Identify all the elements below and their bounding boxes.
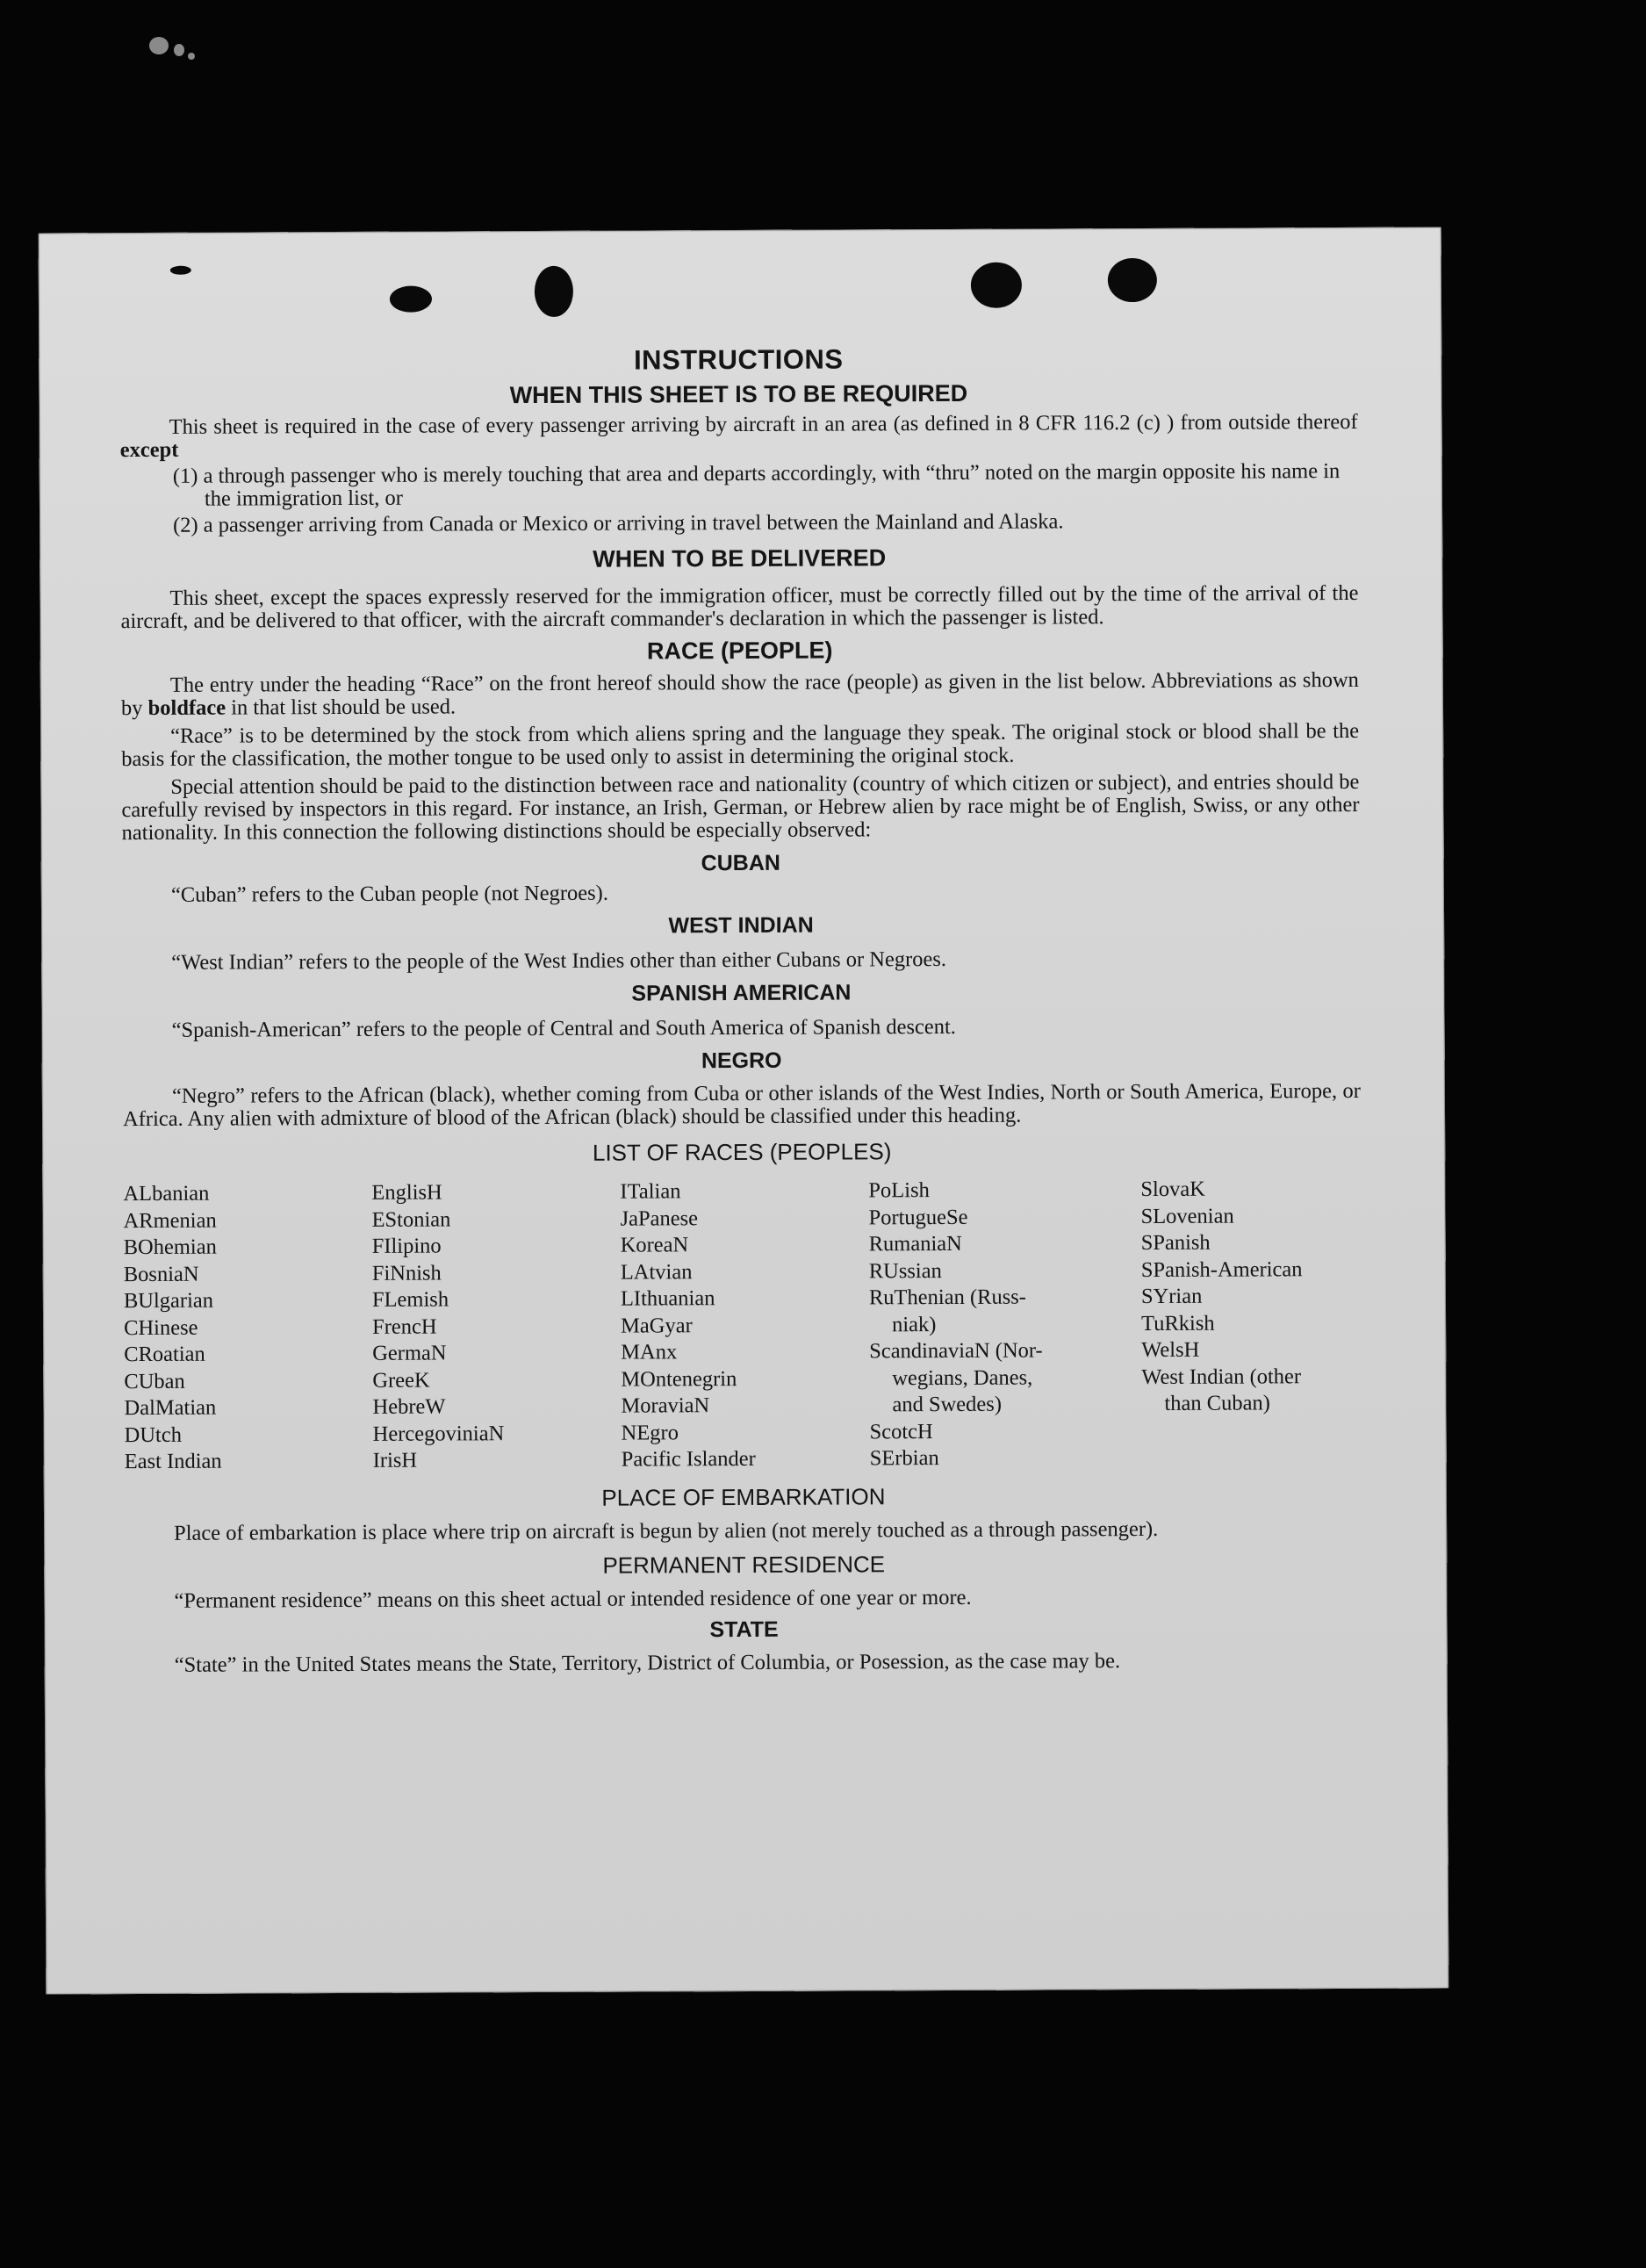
- race-entry: EStonian: [371, 1206, 451, 1232]
- race-entry: ALbanian: [123, 1181, 210, 1206]
- race-entry: West Indian (other: [1141, 1364, 1302, 1389]
- heading-state: STATE: [709, 1616, 779, 1642]
- race-entry: RUssian: [868, 1258, 942, 1283]
- race-entry: PoLish: [868, 1178, 930, 1203]
- race-entry: BUlgarian: [123, 1288, 214, 1314]
- race-entry: DUtch: [124, 1422, 182, 1447]
- race-entry: CHinese: [124, 1315, 198, 1340]
- heading-when-required: WHEN THIS SHEET IS TO BE REQUIRED: [509, 379, 968, 409]
- race-entry: TuRkish: [1141, 1311, 1215, 1336]
- races-list: [123, 1176, 1362, 1476]
- spanish-american-text: “Spanish-American” refers to the people of Central and South America of Spanish descent.: [171, 1014, 956, 1042]
- punch-hole: [971, 263, 1022, 308]
- race-entry: RumaniaN: [868, 1231, 962, 1256]
- race-entry: HebreW: [372, 1394, 446, 1419]
- race-entry: East Indian: [124, 1449, 222, 1474]
- document-sheet: [39, 227, 1449, 1995]
- race-entry: ScandinaviaN (Nor-: [869, 1338, 1043, 1364]
- race-entry: KoreaN: [620, 1233, 689, 1257]
- heading-negro: NEGRO: [701, 1048, 782, 1074]
- race-entry: MoraviaN: [621, 1393, 710, 1418]
- race-entry: LAtvian: [620, 1259, 693, 1285]
- punch-hole: [390, 286, 432, 313]
- race-entry: LIthuanian: [620, 1286, 715, 1311]
- race-entry: JaPanese: [620, 1206, 699, 1231]
- race-entry: wegians, Danes,: [892, 1365, 1033, 1390]
- heading-spanish-american: SPANISH AMERICAN: [631, 980, 852, 1006]
- race-entry: niak): [892, 1312, 937, 1336]
- race-entry: MaGyar: [621, 1313, 693, 1338]
- state-text: “State” in the United States means the State, Territory, District of Columbia, or Posession, as the case may be.: [174, 1648, 1121, 1677]
- punch-hole: [1108, 258, 1157, 302]
- race-entry: MAnx: [621, 1340, 678, 1364]
- heading-race: RACE (PEOPLE): [646, 637, 833, 665]
- heading-when-delivered: WHEN TO BE DELIVERED: [593, 544, 887, 572]
- race-entry: FLemish: [371, 1287, 449, 1312]
- document-title: INSTRUCTIONS: [633, 343, 844, 376]
- race-entry: IrisH: [372, 1448, 418, 1472]
- race-entry: BOhemian: [123, 1235, 217, 1260]
- race-entry: SPanish: [1140, 1230, 1211, 1256]
- punch-hole: [535, 266, 573, 317]
- when-required-item-2: (2) a passenger arriving from Canada or Mexico or arriving in travel between the Mainland and Alaska.: [173, 509, 1064, 537]
- race-entry: GermaN: [372, 1341, 447, 1365]
- races-column-2: [371, 1179, 621, 1475]
- race-entry: SLovenian: [1140, 1204, 1234, 1228]
- race-entry: and Swedes): [892, 1392, 1003, 1417]
- when-required-item-1: (1) a through passenger who is merely touching that area and departs accordingly, with “thru” noted on the margin opposite his name in the immigration list, or: [172, 459, 1341, 511]
- race-paragraph-3: Special attention should be paid to the distinction between race and nationality (country of which citizen or subject), and entries should be carefully revised by inspectors in this regard. For instance, an Irish, German, or Hebrew alien by race might be of English, Swiss, or any other nationality. In this connection the following distinctions should be especially observed:: [121, 769, 1360, 846]
- race-entry: SPanish-American: [1140, 1256, 1303, 1282]
- race-entry: DalMatian: [124, 1395, 217, 1421]
- when-delivered-text: This sheet, except the spaces expressly reserved for the immigration officer, must be correctly filled out by the time of the arrival of the aircraft, and be delivered to that officer, with the aircraft commander's declaration in which the passenger is listed.: [120, 580, 1359, 634]
- race-entry: RuThenian (Russ-: [868, 1285, 1026, 1310]
- race-entry: PortugueSe: [868, 1205, 968, 1229]
- race-entry: WelsH: [1141, 1337, 1200, 1363]
- heading-list-of-races: LIST OF RACES (PEOPLES): [592, 1138, 892, 1166]
- race-entry: CUban: [124, 1369, 185, 1393]
- race-entry: MOntenegrin: [621, 1366, 737, 1392]
- heading-residence: PERMANENT RESIDENCE: [602, 1550, 886, 1579]
- race-entry: EnglisH: [371, 1180, 442, 1205]
- race-entry: SYrian: [1140, 1284, 1203, 1309]
- race-entry: than Cuban): [1164, 1391, 1270, 1415]
- races-column-5: [1140, 1176, 1361, 1472]
- heading-cuban: CUBAN: [701, 850, 780, 876]
- punch-hole: [170, 266, 191, 275]
- race-entry: SErbian: [869, 1446, 939, 1471]
- embarkation-text: Place of embarkation is place where trip on aircraft is begun by alien (not merely touched as a through passenger).: [174, 1516, 1159, 1545]
- race-entry: ARmenian: [123, 1208, 217, 1233]
- race-entry: FIlipino: [371, 1234, 442, 1258]
- race-entry: CRoatian: [124, 1342, 205, 1367]
- races-column-4: [868, 1177, 1141, 1472]
- when-required-intro: This sheet is required in the case of every passenger arriving by aircraft in an area (as defined in 8 CFR 116.2 (c) ) from outside thereof except: [119, 409, 1358, 463]
- race-entry: BosniaN: [123, 1262, 199, 1286]
- residence-text: “Permanent residence” means on this sheet actual or intended residence of one year or more.: [174, 1585, 972, 1613]
- race-entry: HercegoviniaN: [372, 1421, 505, 1446]
- race-entry: FrencH: [372, 1314, 437, 1339]
- west-indian-text: “West Indian” refers to the people of the West Indies other than either Cubans or Negroes.: [171, 947, 947, 975]
- race-paragraph-2: “Race” is to be determined by the stock from which aliens spring and the language they speak. The original stock or blood shall be the basis for the classification, the mother tongue to be used only to assist in determining the original stock.: [121, 718, 1360, 772]
- race-entry: SlovaK: [1140, 1177, 1205, 1202]
- cuban-text: “Cuban” refers to the Cuban people (not Negroes).: [170, 881, 608, 907]
- race-entry: GreeK: [372, 1368, 430, 1393]
- race-entry: NEgro: [621, 1420, 679, 1445]
- race-entry: FiNnish: [371, 1261, 442, 1285]
- races-column-3: [620, 1177, 869, 1473]
- race-entry: ITalian: [620, 1179, 681, 1204]
- heading-west-indian: WEST INDIAN: [668, 912, 814, 939]
- race-entry: ScotcH: [869, 1419, 933, 1444]
- races-column-1: [123, 1180, 372, 1476]
- race-paragraph-1: The entry under the heading “Race” on the front hereof should show the race (people) as given in the list below. Abbreviations as shown by boldface in that list should be used.: [120, 667, 1359, 721]
- instructions-body: [119, 333, 1363, 1677]
- race-entry: Pacific Islander: [621, 1446, 756, 1472]
- negro-text: “Negro” refers to the African (black), whether coming from Cuba or other islands of the West Indies, North or South America, Europe, or Africa. Any alien with admixture of blood of the African (black) should be classified under this heading.: [122, 1078, 1361, 1132]
- heading-embarkation: PLACE OF EMBARKATION: [601, 1482, 886, 1511]
